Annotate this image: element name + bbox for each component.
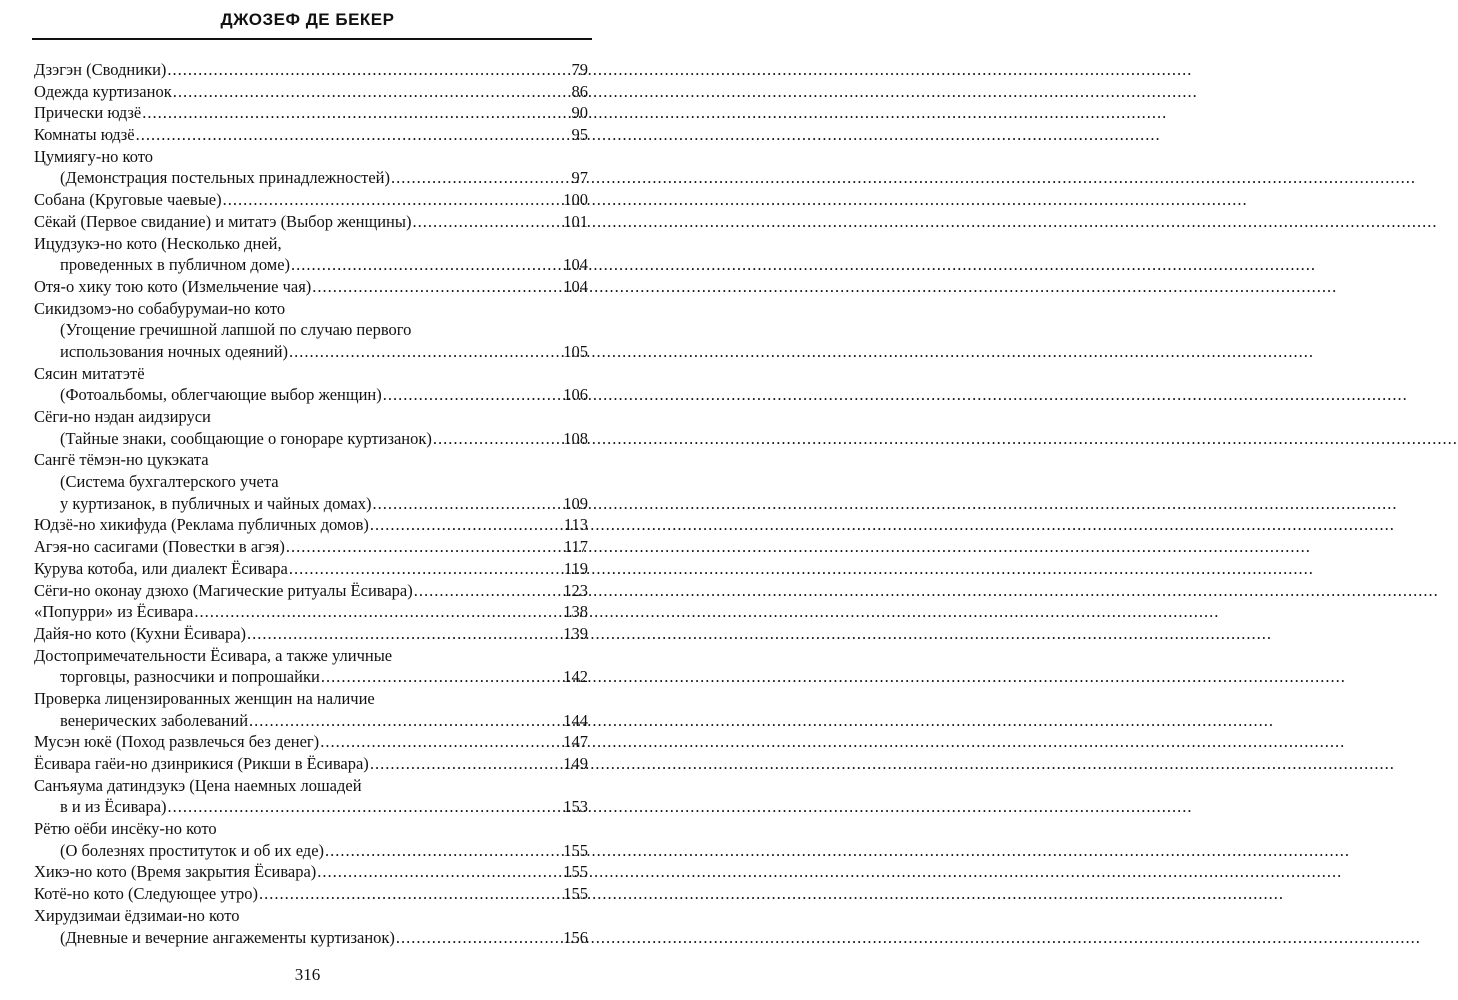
toc-entry (34, 536, 588, 558)
toc-entry (34, 645, 588, 667)
toc-entry-title: Сикидзомэ-но собабурумаи-но кото (34, 298, 286, 318)
toc-leader-dots (142, 102, 565, 124)
toc-entry-continuation (34, 428, 588, 450)
toc-page-number: 149 (563, 754, 588, 773)
toc-entry (34, 449, 588, 471)
toc-page-number: 90 (571, 103, 588, 123)
toc-entry-title: Ицудзукэ-но кото (Несколько дней, (34, 233, 282, 253)
toc-page-number: 97 (571, 168, 588, 188)
toc-entry-title: использования ночных одеяний) (60, 341, 289, 361)
toc-leader-dots (291, 254, 562, 276)
toc-leader-dots (396, 927, 562, 949)
toc-leader-dots (373, 493, 563, 515)
toc-entry (34, 363, 588, 385)
toc-leader-dots (136, 124, 565, 146)
toc-leader-dots (289, 341, 562, 363)
toc-entry (34, 861, 588, 883)
toc-page-number: 155 (563, 840, 588, 860)
toc-page-number: 156 (563, 927, 588, 947)
toc-leader-dots (249, 710, 562, 732)
toc-entry-title: «Попурри» из Ёсивара (34, 602, 194, 622)
toc-page-number: 117 (563, 537, 588, 557)
toc-entry-title: Мусэн юкё (Поход развлечься без денег) (34, 732, 320, 752)
toc-page-number: 113 (563, 515, 588, 535)
toc-entry (34, 59, 588, 81)
toc-leader-dots (320, 731, 562, 753)
toc-entry (34, 81, 588, 103)
table-of-contents (34, 59, 588, 948)
toc-leader-dots (433, 428, 562, 450)
toc-entry-title: Отя-о хику тою кото (Измельчение чая) (34, 276, 312, 296)
toc-page-number: 147 (563, 732, 588, 752)
toc-page-number: 119 (563, 558, 588, 578)
toc-entry-title: Юдзё-но хикифуда (Реклама публичных домов) (34, 515, 369, 535)
toc-entry-title: проведенных в публичном доме) (60, 255, 291, 275)
toc-page-number: 95 (571, 125, 588, 145)
toc-entry-title: венерических заболеваний (60, 710, 249, 730)
toc-page-number: 155 (563, 862, 588, 882)
toc-entry-title: (Фотоальбомы, облегчающие выбор женщин) (60, 385, 382, 405)
toc-entry-title: Проверка лицензированных женщин на наличие (34, 688, 375, 708)
toc-entry (34, 558, 588, 580)
toc-page-number: 104 (563, 255, 588, 275)
toc-entry-title: Санъяума датиндзукэ (Цена наемных лошадей (34, 775, 362, 795)
toc-entry-continuation (34, 666, 588, 688)
toc-entry-continuation (34, 384, 588, 406)
toc-leader-dots (412, 211, 562, 233)
toc-entry-title: Цумиягу-но кото (34, 146, 153, 166)
toc-entry-continuation (34, 341, 588, 363)
toc-leader-dots (321, 666, 562, 688)
toc-entry-title: Собана (Круговые чаевые) (34, 190, 222, 210)
toc-leader-dots (173, 81, 565, 103)
toc-entry (34, 688, 588, 710)
toc-entry-title: Курува котоба, или диалект Ёсивара (34, 558, 288, 578)
toc-entry-title: (О болезнях проституток и об их еде) (60, 840, 325, 860)
toc-entry (34, 146, 588, 168)
toc-entry-title: Хикэ-но кото (Время закрытия Ёсивара) (34, 862, 317, 882)
toc-entry-title: Прически юдзё (34, 103, 142, 123)
toc-leader-dots (391, 167, 565, 189)
toc-entry-title: Дайя-но кото (Кухни Ёсивара) (34, 623, 247, 643)
toc-entry-continuation (34, 710, 588, 732)
toc-leader-dots (167, 59, 565, 81)
toc-page-number: 139 (563, 623, 588, 643)
toc-leader-dots (259, 883, 562, 905)
toc-entry-continuation (34, 493, 588, 515)
toc-entry-continuation (34, 254, 588, 276)
toc-entry (34, 601, 588, 623)
toc-entry-title: Ёсивара гаёи-но дзинрикися (Рикши в Ёсивара) (34, 754, 369, 773)
toc-entry (34, 623, 588, 645)
toc-entry-title: Сёкай (Первое свидание) и митатэ (Выбор женщины) (34, 211, 412, 231)
toc-entry (34, 731, 588, 753)
toc-page-number: 100 (563, 190, 588, 210)
book-page (0, 0, 615, 1000)
toc-entry-title: у куртизанок, в публичных и чайных домах) (60, 493, 372, 513)
toc-entry (34, 124, 588, 146)
toc-page-number: 108 (563, 428, 588, 448)
toc-page-number: 105 (563, 341, 588, 361)
toc-entry-title: Котё-но кото (Следующее утро) (34, 884, 258, 904)
toc-entry-title: торговцы, разносчики и попрошайки (60, 667, 320, 687)
toc-page-number: 142 (563, 667, 588, 687)
toc-entry-title: Одежда куртизанок (34, 81, 172, 101)
toc-entry (34, 818, 588, 840)
toc-entry-title: Хирудзимаи ёдзимаи-но кото (34, 905, 240, 925)
toc-leader-dots (247, 623, 562, 645)
toc-entry-title: Агэя-но сасигами (Повестки в агэя) (34, 537, 285, 557)
toc-entry (34, 883, 588, 905)
toc-entry (34, 775, 588, 797)
toc-entry-continuation (34, 319, 588, 341)
toc-page-number: 79 (571, 60, 588, 79)
running-header: ДЖОЗЕФ ДЕ БЕКЕР (220, 10, 395, 29)
toc-leader-dots (223, 189, 563, 211)
toc-entry-title: (Тайные знаки, сообщающие о гонораре куртизанок) (60, 428, 432, 448)
toc-page-number: 153 (563, 797, 588, 817)
toc-entry-title: (Система бухгалтерского учета (60, 472, 279, 492)
toc-entry-title: Достопримечательности Ёсивара, а также уличные (34, 645, 393, 665)
toc-entry-continuation (34, 840, 588, 862)
toc-entry (34, 102, 588, 124)
toc-entry-title: Сангё тёмэн-но цукэката (34, 450, 209, 470)
toc-leader-dots (317, 861, 562, 883)
toc-page-number: 106 (563, 385, 588, 405)
page-number: 316 (294, 965, 321, 984)
toc-entry-title: (Дневные и вечерние ангажементы куртизанок) (60, 927, 395, 947)
toc-leader-dots (194, 601, 562, 623)
header-rule (32, 38, 592, 40)
toc-page-number: 109 (563, 493, 588, 513)
toc-page-number: 144 (563, 710, 588, 730)
toc-page-number: 101 (563, 211, 588, 231)
toc-entry (34, 189, 588, 211)
toc-entry-title: Сясин митатэтё (34, 363, 145, 383)
toc-entry (34, 905, 588, 927)
toc-leader-dots (325, 840, 562, 862)
toc-entry-title: (Демонстрация постельных принадлежностей) (60, 168, 390, 188)
toc-leader-dots (370, 753, 562, 775)
toc-entry-title: (Угощение гречишной лапшой по случаю первого (60, 320, 412, 340)
toc-entry (34, 580, 588, 602)
toc-page-number: 123 (563, 580, 588, 600)
toc-page-number: 138 (563, 602, 588, 622)
toc-entry (34, 298, 588, 320)
toc-entry-title: Рётю оёби инсёку-но кото (34, 819, 217, 839)
toc-entry-title: Дзэгэн (Сводники) (34, 60, 167, 79)
toc-leader-dots (383, 384, 563, 406)
toc-page-number: 86 (571, 81, 588, 101)
toc-leader-dots (286, 536, 563, 558)
toc-entry (34, 514, 588, 536)
toc-entry-continuation (34, 471, 588, 493)
toc-entry (34, 233, 588, 255)
toc-page-number: 104 (563, 276, 588, 296)
toc-entry-continuation (34, 167, 588, 189)
toc-leader-dots (289, 558, 563, 580)
toc-leader-dots (370, 514, 563, 536)
toc-entry-continuation (34, 927, 588, 949)
toc-entry-title: Сёги-но оконау дзюхо (Магические ритуалы Ёсивара) (34, 580, 413, 600)
toc-entry-title: Сёги-но нэдан аидзируси (34, 407, 211, 426)
toc-leader-dots (414, 580, 563, 602)
toc-leader-dots (168, 796, 563, 818)
toc-entry (34, 406, 588, 428)
toc-entry-title: в и из Ёсивара) (60, 797, 167, 817)
toc-page-number: 155 (563, 884, 588, 904)
toc-entry (34, 211, 588, 233)
toc-entry-continuation (34, 796, 588, 818)
toc-entry (34, 276, 588, 298)
toc-entry-title: Комнаты юдзё (34, 125, 135, 145)
toc-leader-dots (312, 276, 562, 298)
toc-entry (34, 753, 588, 775)
